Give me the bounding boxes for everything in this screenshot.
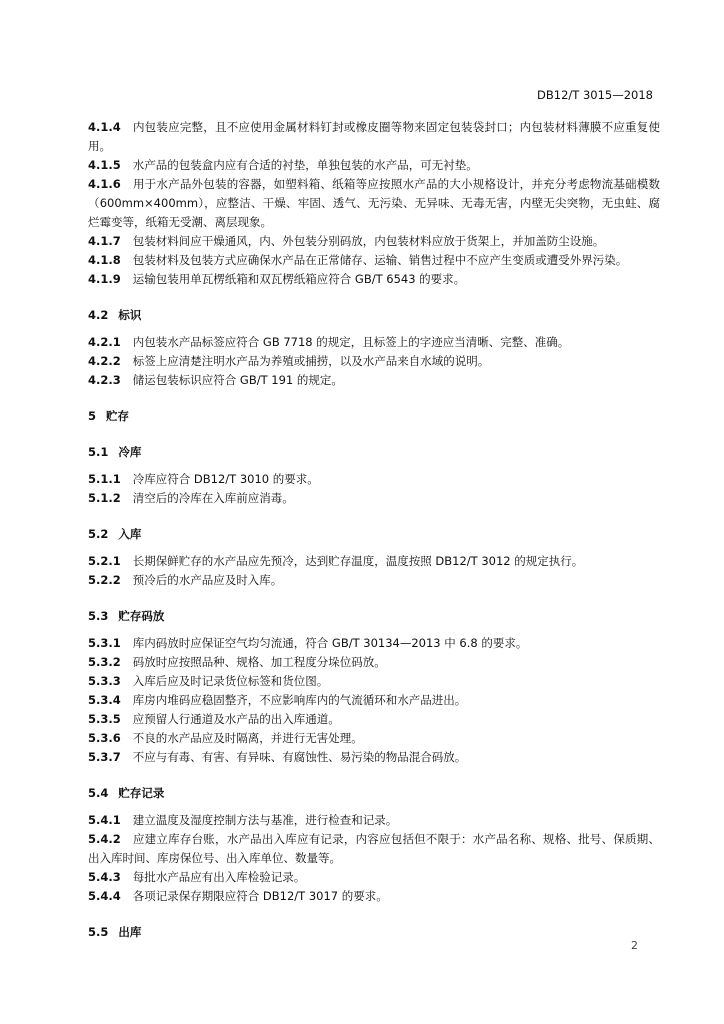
clause-text: 入库后应及时记录货位标签和货位图。 [132,674,329,688]
clause-number: 5.3.1 [88,636,121,650]
clause-number: 5.4.4 [88,889,121,903]
page-header: DB12/T 3015—2018 [537,88,653,102]
clause-paragraph [88,729,660,748]
clause-text: 包装材料间应干燥通风，内、外包装分别码放，内包装材料应放于货架上，并加盖防尘设施。 [132,234,605,248]
clause-paragraph [88,571,660,590]
clause-number: 4.1.8 [88,253,121,267]
clause-number: 4.2.3 [88,373,121,387]
clause-text: 出库 [118,925,142,939]
clause-text: 储运包装标识应符合 GB/T 191 的规定。 [132,373,343,387]
clause-number: 4.1.4 [88,120,121,134]
section-heading [88,525,660,544]
clause-number: 5.3 [88,609,109,623]
clause-text: 清空后的冷库在入库前应消毒。 [132,491,294,505]
clause-paragraph [88,270,660,289]
clause-number: 5.3.5 [88,712,121,726]
clause-paragraph [88,352,660,371]
clause-text: 水产品的包装盒内应有合适的衬垫，单独包装的水产品，可无衬垫。 [132,158,478,172]
clause-number: 5.1.2 [88,491,121,505]
clause-paragraph [88,653,660,672]
clause-text: 每批水产品应有出入库检验记录。 [132,870,306,884]
clause-text: 不应与有毒、有害、有异味、有腐蚀性、易污染的物品混合码放。 [132,750,467,764]
clause-number: 5.2 [88,527,109,541]
clause-number: 5.3.3 [88,674,121,688]
section-heading [88,443,660,462]
clause-number: 5.3.7 [88,750,121,764]
clause-text: 标签上应清楚注明水产品为养殖或捕捞，以及水产品来自水域的说明。 [132,354,490,368]
clause-paragraph [88,691,660,710]
clause-number: 5.3.6 [88,731,121,745]
clause-paragraph [88,333,660,352]
section-heading [88,923,660,942]
section-heading [88,407,660,426]
clause-paragraph [88,489,660,508]
clause-number: 5.2.1 [88,554,121,568]
clause-text: 贮存码放 [118,609,165,623]
clause-number: 5.3.4 [88,693,121,707]
section-heading [88,306,660,325]
clause-text: 入库 [118,527,142,541]
clause-number: 4.1.7 [88,234,121,248]
clause-paragraph [88,118,660,156]
clause-number: 5.1 [88,445,109,459]
section-heading [88,784,660,803]
clause-number: 5.2.2 [88,573,121,587]
clause-paragraph [88,830,660,868]
section-heading [88,607,660,626]
clause-text: 库房内堆码应稳固整齐，不应影响库内的气流循环和水产品进出。 [132,693,467,707]
clause-text: 用于水产品外包装的容器，如塑料箱、纸箱等应按照水产品的大小规格设计，并充分考虑物流基础模数（600mm×400mm），应整洁、干燥、牢固、透气、无污染、无异味、无毒无害，内壁无尖突物，无虫蛀、腐烂霉变等，纸箱无受潮、离层现象。 [88,177,660,229]
clause-number: 4.1.6 [88,177,121,191]
clause-text: 包装材料及包装方式应确保水产品在正常储存、运输、销售过程中不应产生变质或遭受外界污染。 [132,253,628,267]
clause-number: 5.5 [88,925,109,939]
clause-text: 建立温度及湿度控制方法与基准，进行检查和记录。 [132,813,398,827]
clause-paragraph [88,811,660,830]
clause-number: 4.2.1 [88,335,121,349]
clause-text: 预冷后的水产品应及时入库。 [132,573,283,587]
clause-text: 内包装水产品标签应符合 GB 7718 的规定，且标签上的字迹应当清晰、完整、准确。 [132,335,570,349]
clause-text: 内包装应完整，且不应使用金属材料钉封或橡皮圈等物来固定包装袋封口；内包装材料薄膜不应重复使用。 [88,120,660,153]
clause-number: 4.1.5 [88,158,121,172]
clause-paragraph [88,251,660,270]
clause-paragraph [88,175,660,232]
clause-number: 5.4 [88,786,109,800]
clause-text: 应建立库存台账，水产品出入库应有记录，内容应包括但不限于：水产品名称、规格、批号、保质期、出入库时间、库房保位号、出入库单位、数量等。 [88,832,660,865]
clause-text: 冷库应符合 DB12/T 3010 的要求。 [132,472,319,486]
clause-number: 4.2.2 [88,354,121,368]
clause-number: 5.4.1 [88,813,121,827]
clause-number: 5.1.1 [88,472,121,486]
clause-paragraph [88,156,660,175]
clause-paragraph [88,672,660,691]
clause-text: 贮存记录 [118,786,165,800]
clause-paragraph [88,710,660,729]
clause-text: 长期保鲜贮存的水产品应先预冷，达到贮存温度，温度按照 DB12/T 3012 的规定执行。 [132,554,584,568]
clause-number: 5 [88,409,97,423]
clause-paragraph [88,887,660,906]
clause-paragraph [88,232,660,251]
clause-paragraph [88,470,660,489]
clause-text: 运输包装用单瓦楞纸箱和双瓦楞纸箱应符合 GB/T 6543 的要求。 [132,272,466,286]
clause-text: 不良的水产品应及时隔离，并进行无害处理。 [132,731,363,745]
clause-number: 5.4.2 [88,832,121,846]
page-number: 2 [631,939,638,952]
clause-text: 库内码放时应保证空气均匀流通，符合 GB/T 30134—2013 中 6.8 的要求。 [132,636,528,650]
clause-text: 应预留人行通道及水产品的出入库通道。 [132,712,340,726]
clause-paragraph [88,868,660,887]
clause-text: 码放时应按照品种、规格、加工程度分垛位码放。 [132,655,386,669]
clause-number: 5.3.2 [88,655,121,669]
clause-paragraph [88,371,660,390]
clause-text: 标识 [118,308,142,322]
clause-text: 贮存 [106,409,130,423]
clause-paragraph [88,748,660,767]
clause-paragraph [88,634,660,653]
clause-number: 4.1.9 [88,272,121,286]
clause-text: 各项记录保存期限应符合 DB12/T 3017 的要求。 [132,889,388,903]
clause-paragraph [88,552,660,571]
clause-text: 冷库 [118,445,142,459]
clause-number: 5.4.3 [88,870,121,884]
clause-number: 4.2 [88,308,109,322]
document-body [88,118,660,950]
